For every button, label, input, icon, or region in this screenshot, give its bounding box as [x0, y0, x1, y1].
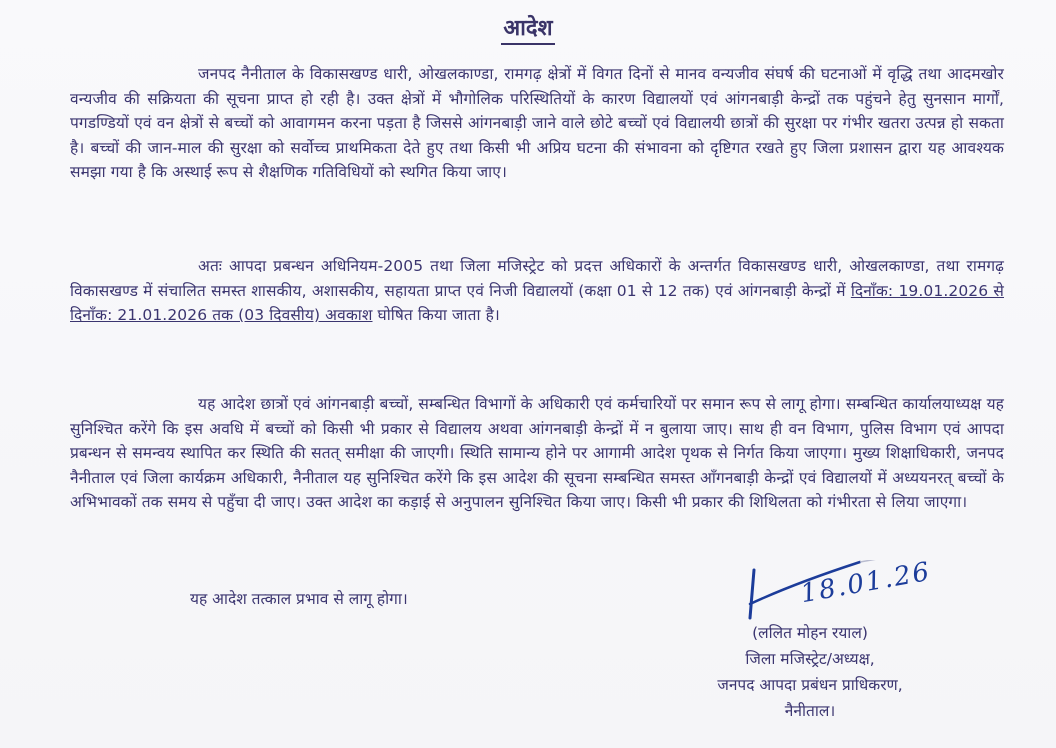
effective-immediately-line: यह आदेश तत्काल प्रभाव से लागू होगा।	[190, 590, 408, 608]
signatory-authority: जनपद आपदा प्रबंधन प्राधिकरण,	[717, 676, 903, 694]
signatory-place: नैनीताल।	[784, 702, 836, 720]
paragraph-text: यह आदेश छात्रों एवं आंगनबाड़ी बच्चों, सम्बन्धित विभागों के अधिकारी एवं कर्मचारियों पर समान रूप से लागू होगा। सम्बन्धित कार्यालयाध्यक्ष यह सुनिश्चित करेंगे कि इस अवधि में बच्चों को किसी भी प्रकार से विद्यालय अथवा आंगनबाड़ी केन्द्रों में न बुलाया जाए। साथ ही वन विभाग, पुलिस विभाग एवं आपदा प्रबन्धन से समन्वय स्थापित कर स्थिति की सतत् समीक्षा की जाएगी। स्थिति सामान्य होने पर आगामी आदेश पृथक से निर्गत किया जाएगा। मुख्य शिक्षाधिकारी, जनपद नैनीताल एवं जिला कार्यक्रम अधिकारी, नैनीताल यह सुनिश्चित करेंगे कि इस आदेश की सूचना सम्बन्धित समस्त आँगनबाड़ी केन्द्रों एवं विद्यालयों में अध्ययनरत् बच्चों के अभिभावकों तक समय से पहुँचा दी जाए। उक्त आदेश का कड़ाई से अनुपालन सुनिश्चित किया जाए। किसी भी प्रकार की शिथिलता को गंभीरता से लिया जाएगा।	[70, 395, 1004, 511]
paragraph-text-before: अतः आपदा प्रबन्धन अधिनियम-2005 तथा जिला मजिस्ट्रेट को प्रदत्त अधिकारों के अन्तर्गत विकासखण्ड धारी, ओखलकाण्डा, तथा रामगढ़ विकासखण्ड में संचालित समस्त शासकीय, अशासकीय, सहायता प्राप्त एवं निजी विद्यालयों (कक्षा 01 से 12 तक) एवं आंगनबाड़ी केन्द्रों में	[70, 257, 1004, 300]
title-text: आदेश	[501, 16, 554, 45]
paragraph-text: जनपद नैनीताल के विकासखण्ड धारी, ओखलकाण्डा, रामगढ़ क्षेत्रों में विगत दिनों से मानव वन्यजीव संघर्ष की घटनाओं में वृद्धि तथा आदमखोर वन्यजीव की सक्रियता की सूचना प्राप्त हो रही है। उक्त क्षेत्रों में भौगोलिक परिस्थितियों के कारण विद्यालयों एवं आंगनबाड़ी केन्द्रों तक पहुंचने हेतु सुनसान मार्गों, पगडण्डियों एवं वन क्षेत्रों से बच्चों को आवागमन करना पड़ता है जिससे आंगनबाड़ी जाने वाले छोटे बच्चों एवं विद्यालयी छात्रों की सुरक्षा पर गंभीर खतरा उत्पन्न हो सकता है। बच्चों की जान-माल की सुरक्षा को सर्वोच्च प्राथमिकता देते हुए तथा किसी भी अप्रिय घटना की संभावना को दृष्टिगत रखते हुए जिला प्रशासन द्वारा यह आवश्यक समझा गया है कि अस्थाई रूप से शैक्षणिक गतिविधियों को स्थगित किया जाए।	[70, 65, 1004, 181]
signatory-block	[660, 620, 960, 724]
paragraph-order	[70, 254, 1004, 328]
holiday-dates-underlined: दिनाँक: 19.01.2026 से दिनाँक: 21.01.2026 तक (03 दिवसीय) अवकाश	[70, 281, 1004, 324]
paragraph-text-after: घोषित किया जाता है।	[372, 306, 500, 324]
signature-date: 18.01.26	[798, 556, 934, 610]
document-title	[0, 12, 1056, 42]
paragraph-background	[70, 62, 1004, 185]
handwritten-signature	[740, 556, 960, 620]
paragraph-instructions	[70, 392, 1004, 515]
signatory-name: (ललित मोहन रयाल)	[752, 624, 868, 642]
signatory-designation: जिला मजिस्ट्रेट/अध्यक्ष,	[745, 650, 875, 668]
